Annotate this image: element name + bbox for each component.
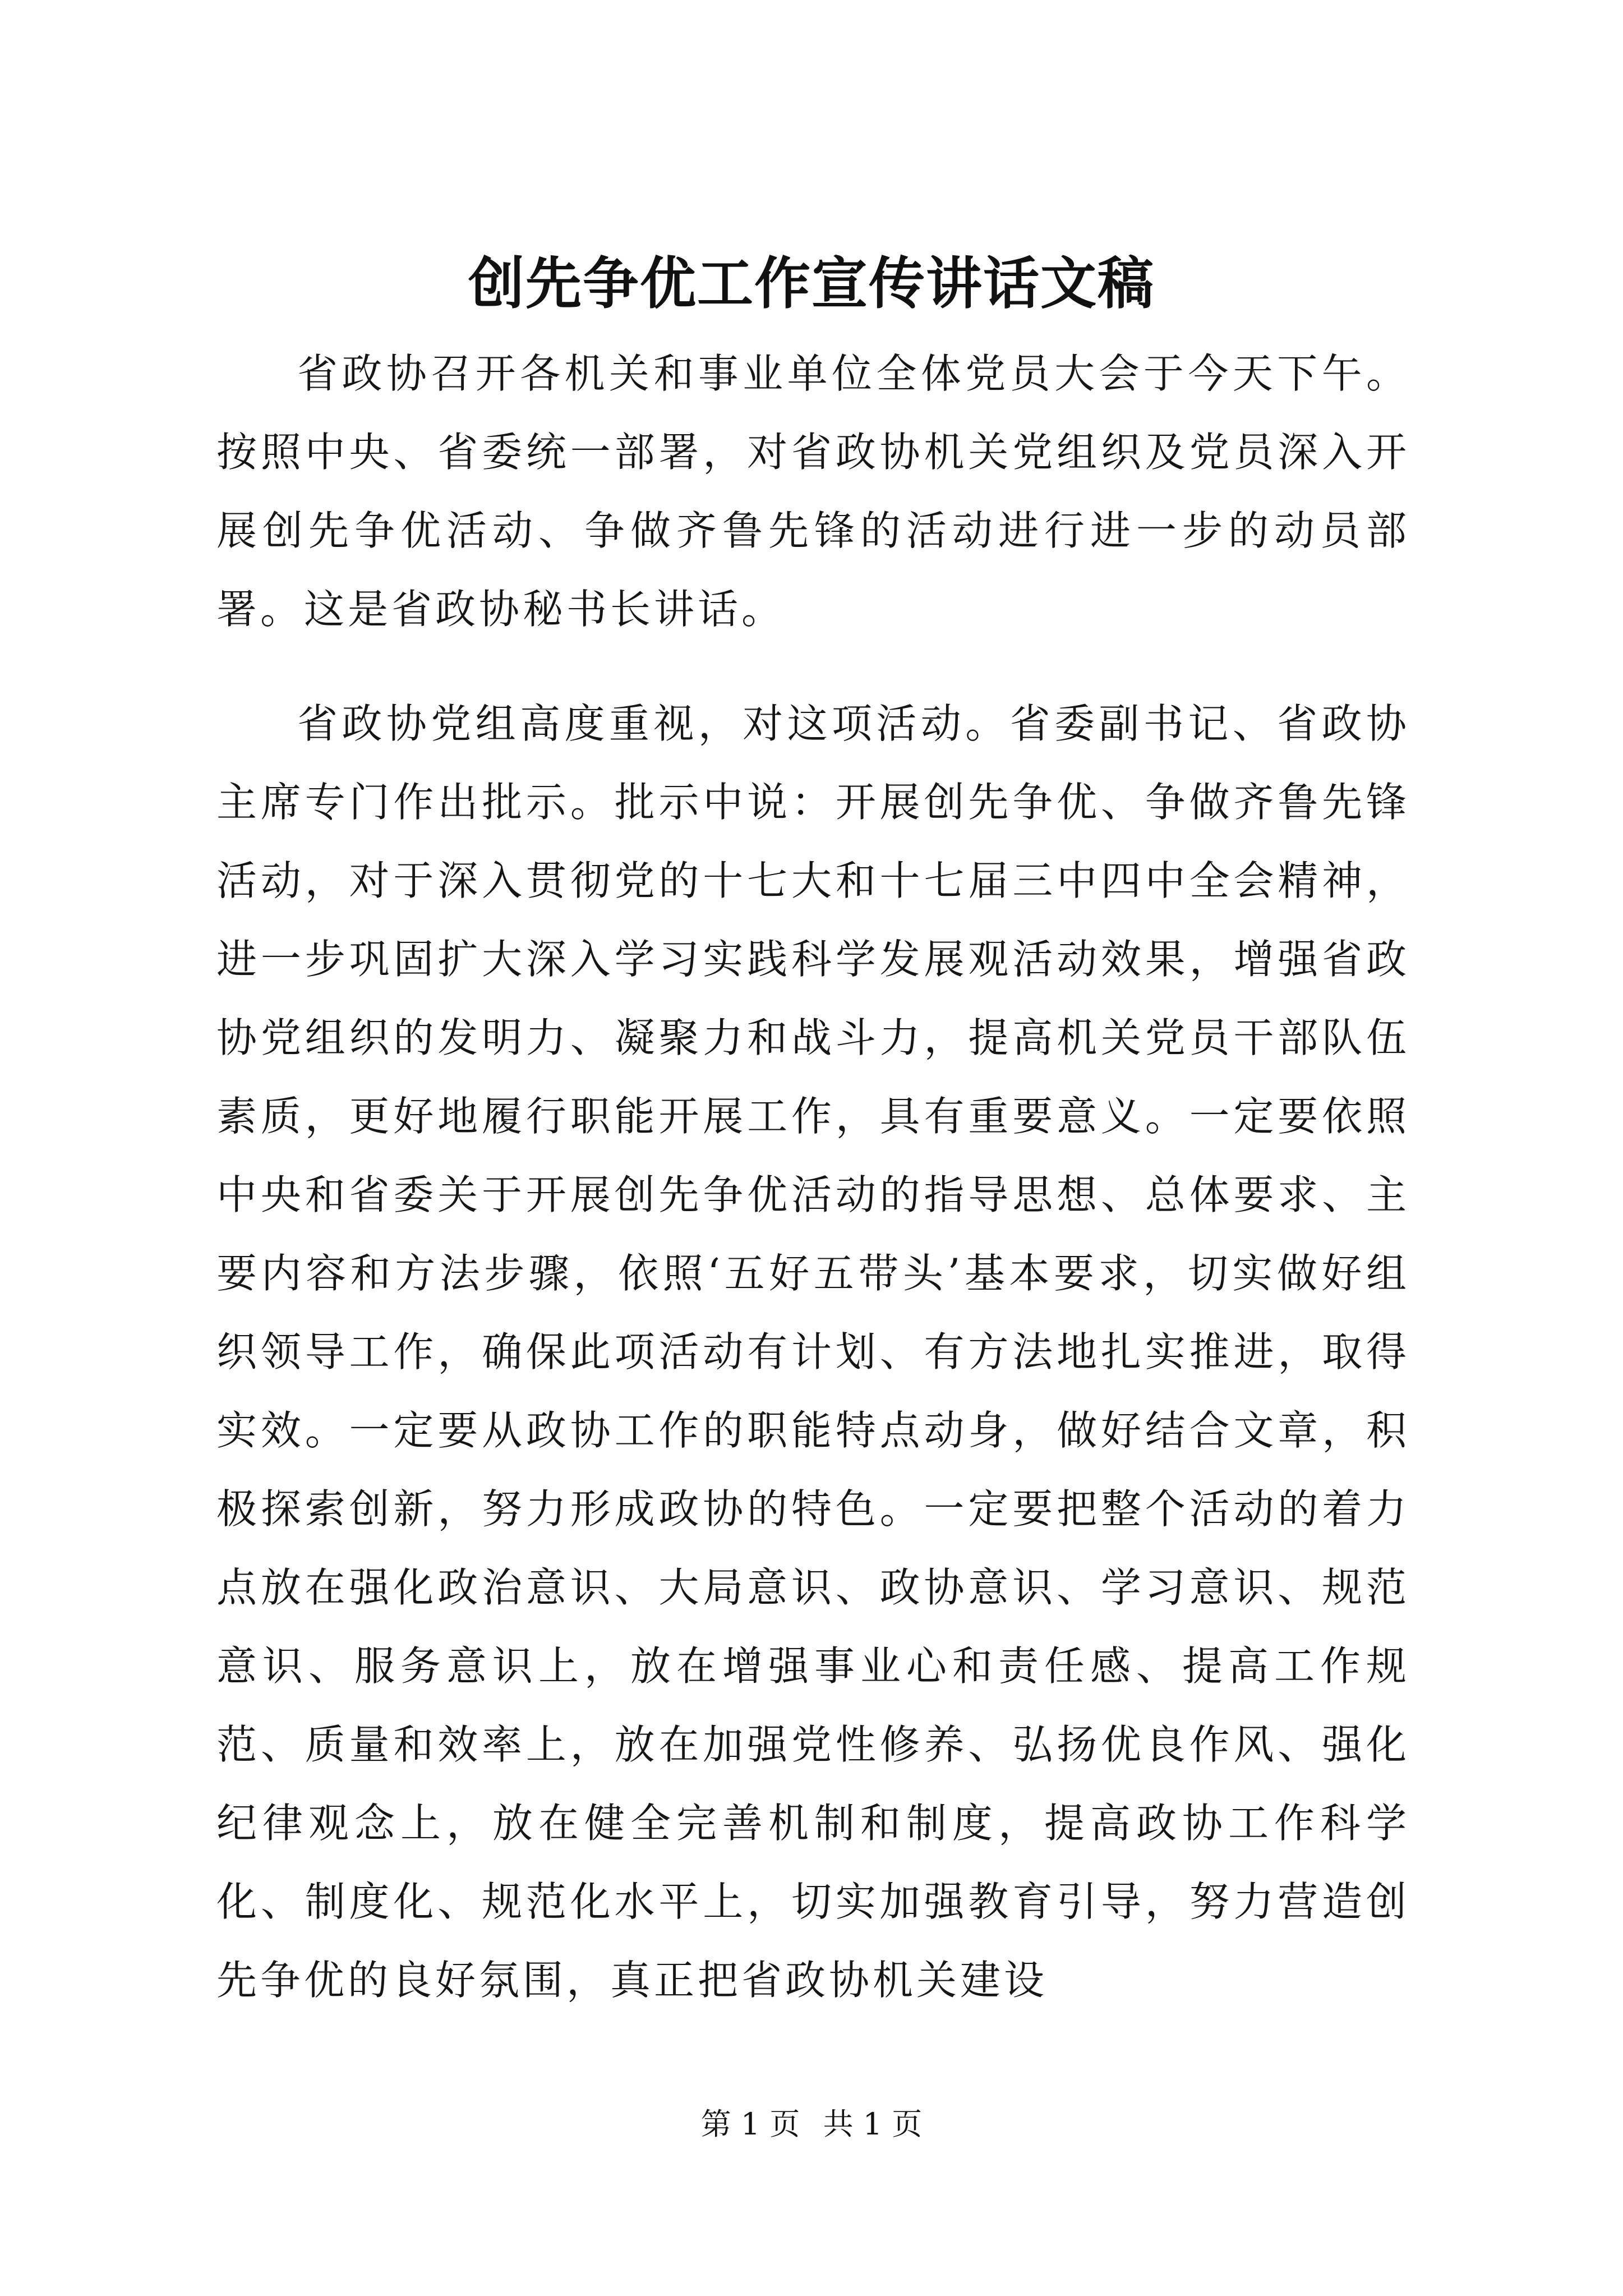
page-number: 第 1 页 [700, 2106, 800, 2142]
document-title: 创先争优工作宣传讲话文稿 [468, 250, 1155, 316]
page-footer [0, 2105, 1623, 2144]
page-total: 共 1 页 [823, 2106, 923, 2142]
paragraph-2: 省政协党组高度重视，对这项活动。省委副书记、省政协主席专门作出批示。批示中说：开展创先争优、争做齐鲁先锋活动，对于深入贯彻党的十七大和十七届三中四中全会精神，进一步巩固扩大深入学习实践科学发展观活动效果，增强省政协党组织的发明力、凝聚力和战斗力，提高机关党员干部队伍素质，更好地履行职能开展工作，具有重要意义。一定要依照中央和省委关于开展创先争优活动的指导思想、总体要求、主要内容和方法步骤，依照‘五好五带头’基本要求，切实做好组织领导工作，确保此项活动有计划、有方法地扎实推进，取得实效。一定要从政协工作的职能特点动身，做好结合文章，积极探索创新，努力形成政协的特色。一定要把整个活动的着力点放在强化政治意识、大局意识、政协意识、学习意识、规范意识、服务意识上，放在增强事业心和责任感、提高工作规范、质量和效率上，放在加强党性修养、弘扬优良作风、强化纪律观念上，放在健全完善机制和制度，提高政协工作科学化、制度化、规范化水平上，切实加强教育引导，努力营造创先争优的良好氛围，真正把省政协机关建设 [216, 700, 1410, 2004]
paragraph-1: 省政协召开各机关和事业单位全体党员大会于今天下午。按照中央、省委统一部署，对省政协机关党组织及党员深入开展创先争优活动、争做齐鲁先锋的活动进行进一步的动员部署。这是省政协秘书长讲话。 [216, 350, 1410, 633]
document-body [216, 334, 1410, 2055]
